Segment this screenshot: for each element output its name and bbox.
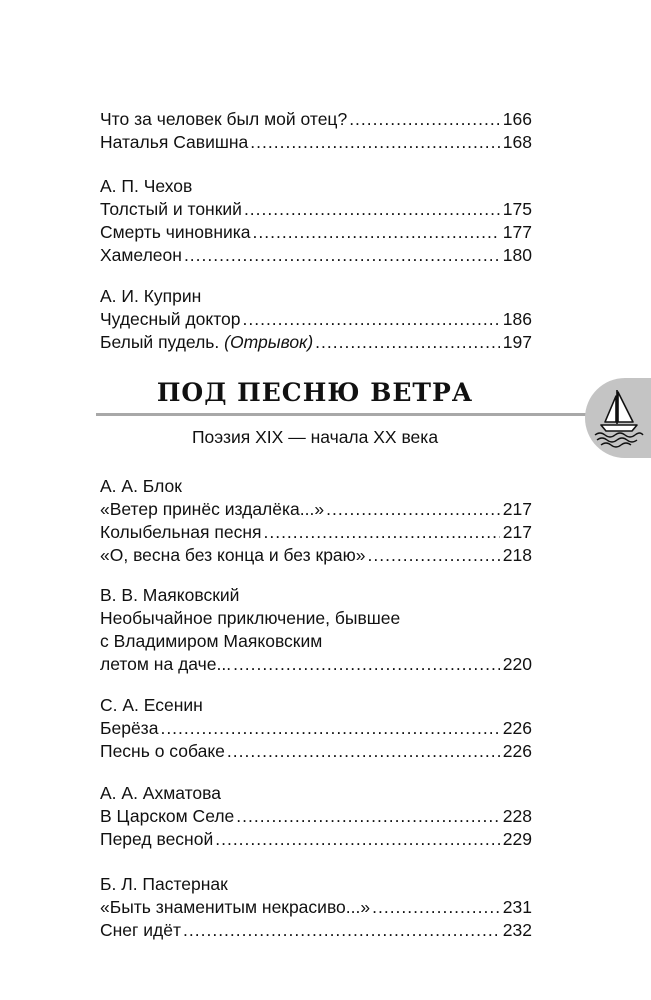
entry-page: 226	[502, 718, 532, 738]
toc-entry[interactable]	[100, 717, 532, 740]
entry-page: 217	[502, 499, 532, 519]
dot-leader	[184, 244, 500, 267]
author-name: А. И. Куприн	[100, 286, 202, 306]
dot-leader	[244, 198, 500, 221]
entry-title: «Быть знаменитым некрасиво...»	[100, 897, 371, 917]
dot-leader	[233, 653, 500, 676]
entry-title: «О, весна без конца и без краю»	[100, 545, 366, 565]
dot-leader	[215, 828, 500, 851]
sailboat-icon	[593, 384, 645, 448]
toc-group-blok	[100, 475, 532, 567]
toc-entry[interactable]	[100, 331, 532, 354]
author-name: В. В. Маяковский	[100, 585, 240, 605]
author-name: Б. Л. Пастернак	[100, 874, 228, 894]
entry-title	[100, 331, 313, 354]
entry-page: 226	[502, 741, 532, 761]
entry-title-line: Необычайное приключение, бывшее	[100, 608, 401, 628]
entry-title-line: с Владимиром Маяковским	[100, 631, 323, 651]
toc-entry[interactable]	[100, 740, 532, 763]
toc-entry[interactable]	[100, 521, 532, 544]
entry-title-main: Белый пудель.	[100, 332, 220, 352]
entry-page: 166	[502, 109, 532, 129]
dot-leader	[183, 919, 500, 942]
toc-entry[interactable]	[100, 544, 532, 567]
toc-entry[interactable]	[100, 308, 532, 331]
entry-title: Берёза	[100, 718, 159, 738]
dot-leader	[349, 108, 500, 131]
entry-title: Толстый и тонкий	[100, 199, 242, 219]
toc-entry[interactable]	[100, 896, 532, 919]
entry-page: 177	[502, 222, 532, 242]
toc-entry[interactable]	[100, 221, 532, 244]
section-title: ПОД ПЕСНЮ ВЕТРА	[156, 378, 474, 407]
toc-entry[interactable]	[100, 108, 532, 131]
entry-page: 220	[502, 654, 532, 674]
toc-entry[interactable]	[100, 244, 532, 267]
dot-leader	[236, 805, 500, 828]
section-subtitle: Поэзия XIX — начала XX века	[191, 427, 439, 447]
toc-group-mayakovsky	[100, 584, 532, 676]
toc-entry[interactable]	[100, 131, 532, 154]
dot-leader	[243, 308, 500, 331]
entry-title: Чудесный доктор	[100, 309, 241, 329]
section-divider	[96, 413, 616, 416]
dot-leader	[250, 131, 500, 154]
entry-title: Песнь о собаке	[100, 741, 225, 761]
toc-entry[interactable]	[100, 828, 532, 851]
author-name: А. П. Чехов	[100, 176, 193, 196]
entry-title-note: (Отрывок)	[224, 332, 314, 352]
section-tab	[585, 378, 651, 458]
entry-page: 175	[502, 199, 532, 219]
entry-title: «Ветер принёс издалёка...»	[100, 499, 325, 519]
dot-leader	[227, 740, 500, 763]
entry-page: 218	[502, 545, 532, 565]
dot-leader	[160, 717, 499, 740]
dot-leader	[253, 221, 500, 244]
entry-title: Снег идёт	[100, 920, 182, 940]
toc-entry[interactable]	[100, 805, 532, 828]
toc-entry[interactable]	[100, 653, 532, 676]
entry-title: Хамелеон	[100, 245, 182, 265]
author-name: С. А. Есенин	[100, 695, 203, 715]
toc-group-pasternak	[100, 873, 532, 942]
entry-page: 217	[502, 522, 532, 542]
toc-group-akhmatova	[100, 782, 532, 851]
entry-page: 232	[502, 920, 532, 940]
entry-title: Наталья Савишна	[100, 132, 249, 152]
dot-leader	[326, 498, 500, 521]
entry-title: летом на даче...	[100, 654, 232, 674]
entry-page: 197	[502, 332, 532, 352]
author-name: А. А. Ахматова	[100, 783, 221, 803]
toc-group-tolstoy	[100, 108, 532, 154]
author-name: А. А. Блок	[100, 476, 182, 496]
dot-leader	[315, 331, 500, 354]
toc-entry[interactable]	[100, 919, 532, 942]
entry-page: 180	[502, 245, 532, 265]
toc-group-esenin	[100, 694, 532, 763]
entry-page: 231	[502, 897, 532, 917]
entry-title: Смерть чиновника	[100, 222, 251, 242]
toc-entry[interactable]	[100, 198, 532, 221]
entry-page: 168	[502, 132, 532, 152]
dot-leader	[263, 521, 499, 544]
entry-title: Колыбельная песня	[100, 522, 262, 542]
entry-page: 228	[502, 806, 532, 826]
toc-group-chekhov	[100, 175, 532, 267]
entry-title: В Царском Селе	[100, 806, 235, 826]
entry-title: Перед весной	[100, 829, 214, 849]
entry-title: Что за человек был мой отец?	[100, 109, 348, 129]
toc-group-kuprin	[100, 285, 532, 354]
toc-entry[interactable]	[100, 498, 532, 521]
entry-page: 186	[502, 309, 532, 329]
dot-leader	[372, 896, 500, 919]
dot-leader	[368, 544, 500, 567]
entry-page: 229	[502, 829, 532, 849]
